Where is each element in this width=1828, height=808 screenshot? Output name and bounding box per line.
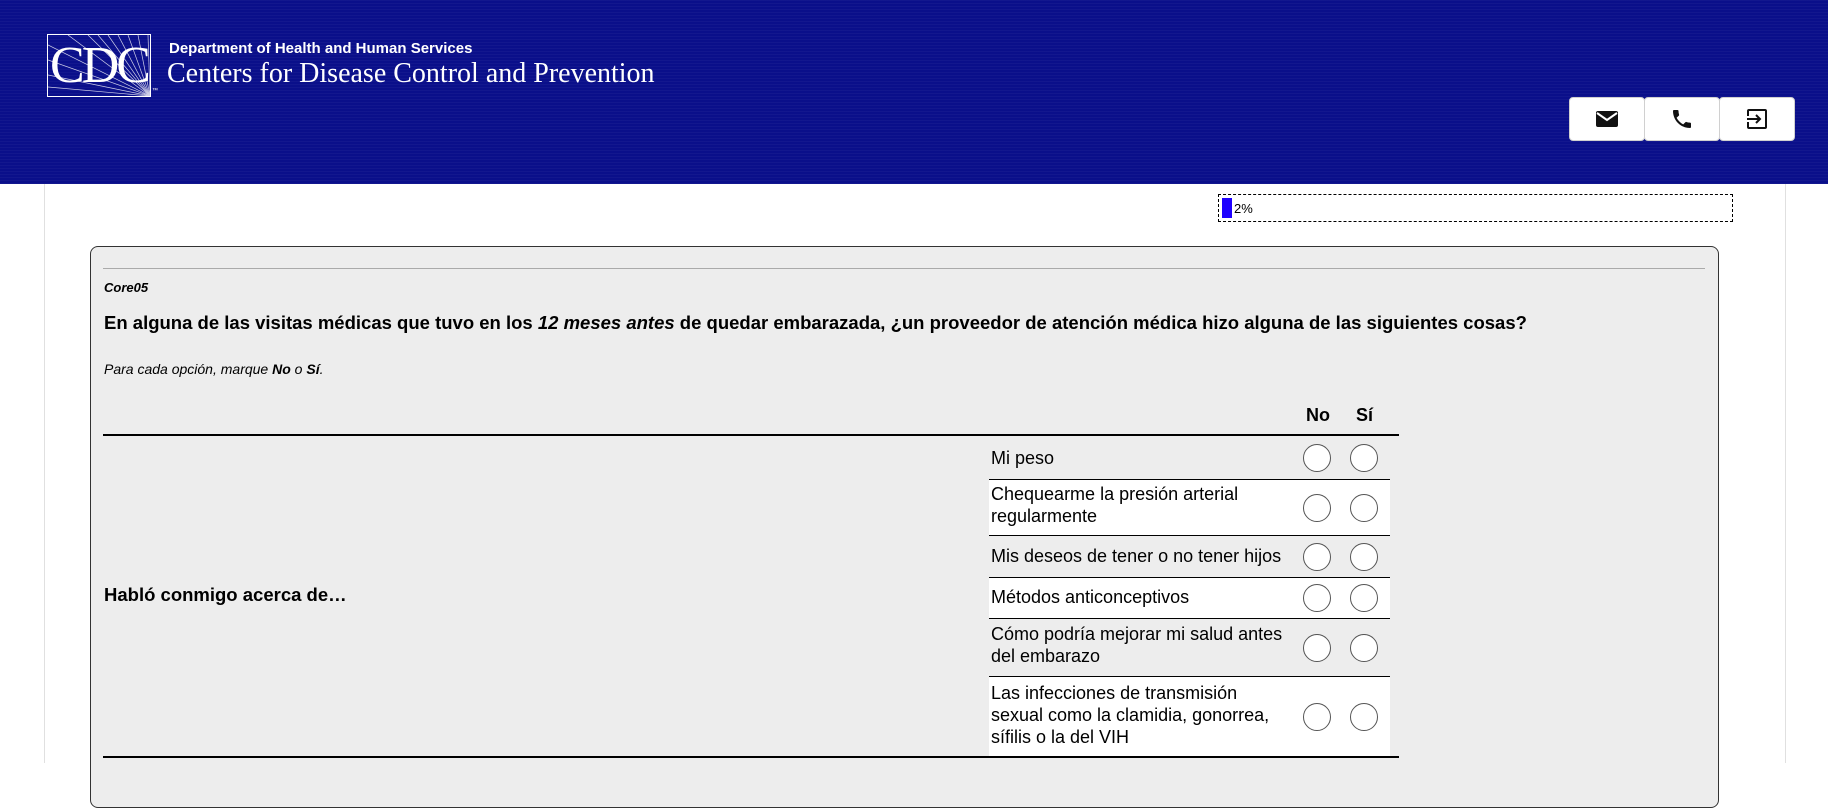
radio-no[interactable] [1303,543,1331,571]
radio-si[interactable] [1350,584,1378,612]
item-label: Las infecciones de transmisión sexual como la clamidia, gonorrea, sífilis o la del VIH [991,683,1270,747]
item-label: Mi peso [991,448,1055,468]
instruction-si: Sí [306,361,320,377]
instruction-mid: o [290,361,307,377]
group-label: Habló conmigo acerca de… [104,584,347,605]
logo-text: CDC [50,37,148,94]
phone-icon [1670,107,1694,131]
radio-no[interactable] [1303,444,1331,472]
question-code: Core05 [104,280,149,295]
radio-si[interactable] [1350,634,1378,662]
list-item [989,437,1390,479]
instruction-end: . [319,361,324,377]
list-item [989,619,1390,676]
item-label: Cómo podría mejorar mi salud antes del embarazo [991,624,1283,666]
department-name: Department of Health and Human Services [169,40,473,57]
logo-trademark: ™ [152,88,158,94]
cdc-logo[interactable] [47,34,151,97]
progress-bar [1218,194,1733,222]
question-panel [90,246,1719,808]
table-top-rule [103,434,1399,436]
column-header-no: No [1306,405,1330,425]
radio-si[interactable] [1350,444,1378,472]
item-label: Métodos anticonceptivos [991,587,1190,607]
list-item [989,578,1390,618]
question-text-end: de quedar embarazada, ¿un proveedor de atención médica hizo alguna de las siguientes cosas? [674,312,1527,333]
phone-button[interactable] [1644,97,1720,141]
item-label: Mis deseos de tener o no tener hijos [991,546,1282,566]
radio-si[interactable] [1350,703,1378,731]
progress-label: 2% [1234,201,1253,216]
list-item [989,677,1390,756]
table-group-rule [103,756,1399,758]
radio-si[interactable] [1350,543,1378,571]
radio-si[interactable] [1350,494,1378,522]
question-emphasis: 12 meses antes [537,312,675,333]
instruction-text [104,361,323,377]
mail-icon [1595,109,1619,129]
divider [103,268,1705,269]
site-header [0,0,1828,184]
instruction-no: No [272,361,291,377]
radio-no[interactable] [1303,703,1331,731]
radio-no[interactable] [1303,494,1331,522]
logout-button[interactable] [1719,97,1795,141]
progress-fill [1222,198,1232,218]
instruction-start: Para cada opción, marque [104,361,273,377]
logout-icon [1745,107,1769,131]
question-text-start: En alguna de las visitas médicas que tuvo en los [104,312,538,333]
question-text [104,312,1527,334]
radio-no[interactable] [1303,584,1331,612]
list-item [989,536,1390,577]
agency-name: Centers for Disease Control and Prevention [167,58,655,89]
email-button[interactable] [1569,97,1645,141]
item-label: Chequearme la presión arterial regularmente [991,484,1239,526]
column-header-si: Sí [1356,405,1374,425]
radio-no[interactable] [1303,634,1331,662]
list-item [989,480,1390,535]
